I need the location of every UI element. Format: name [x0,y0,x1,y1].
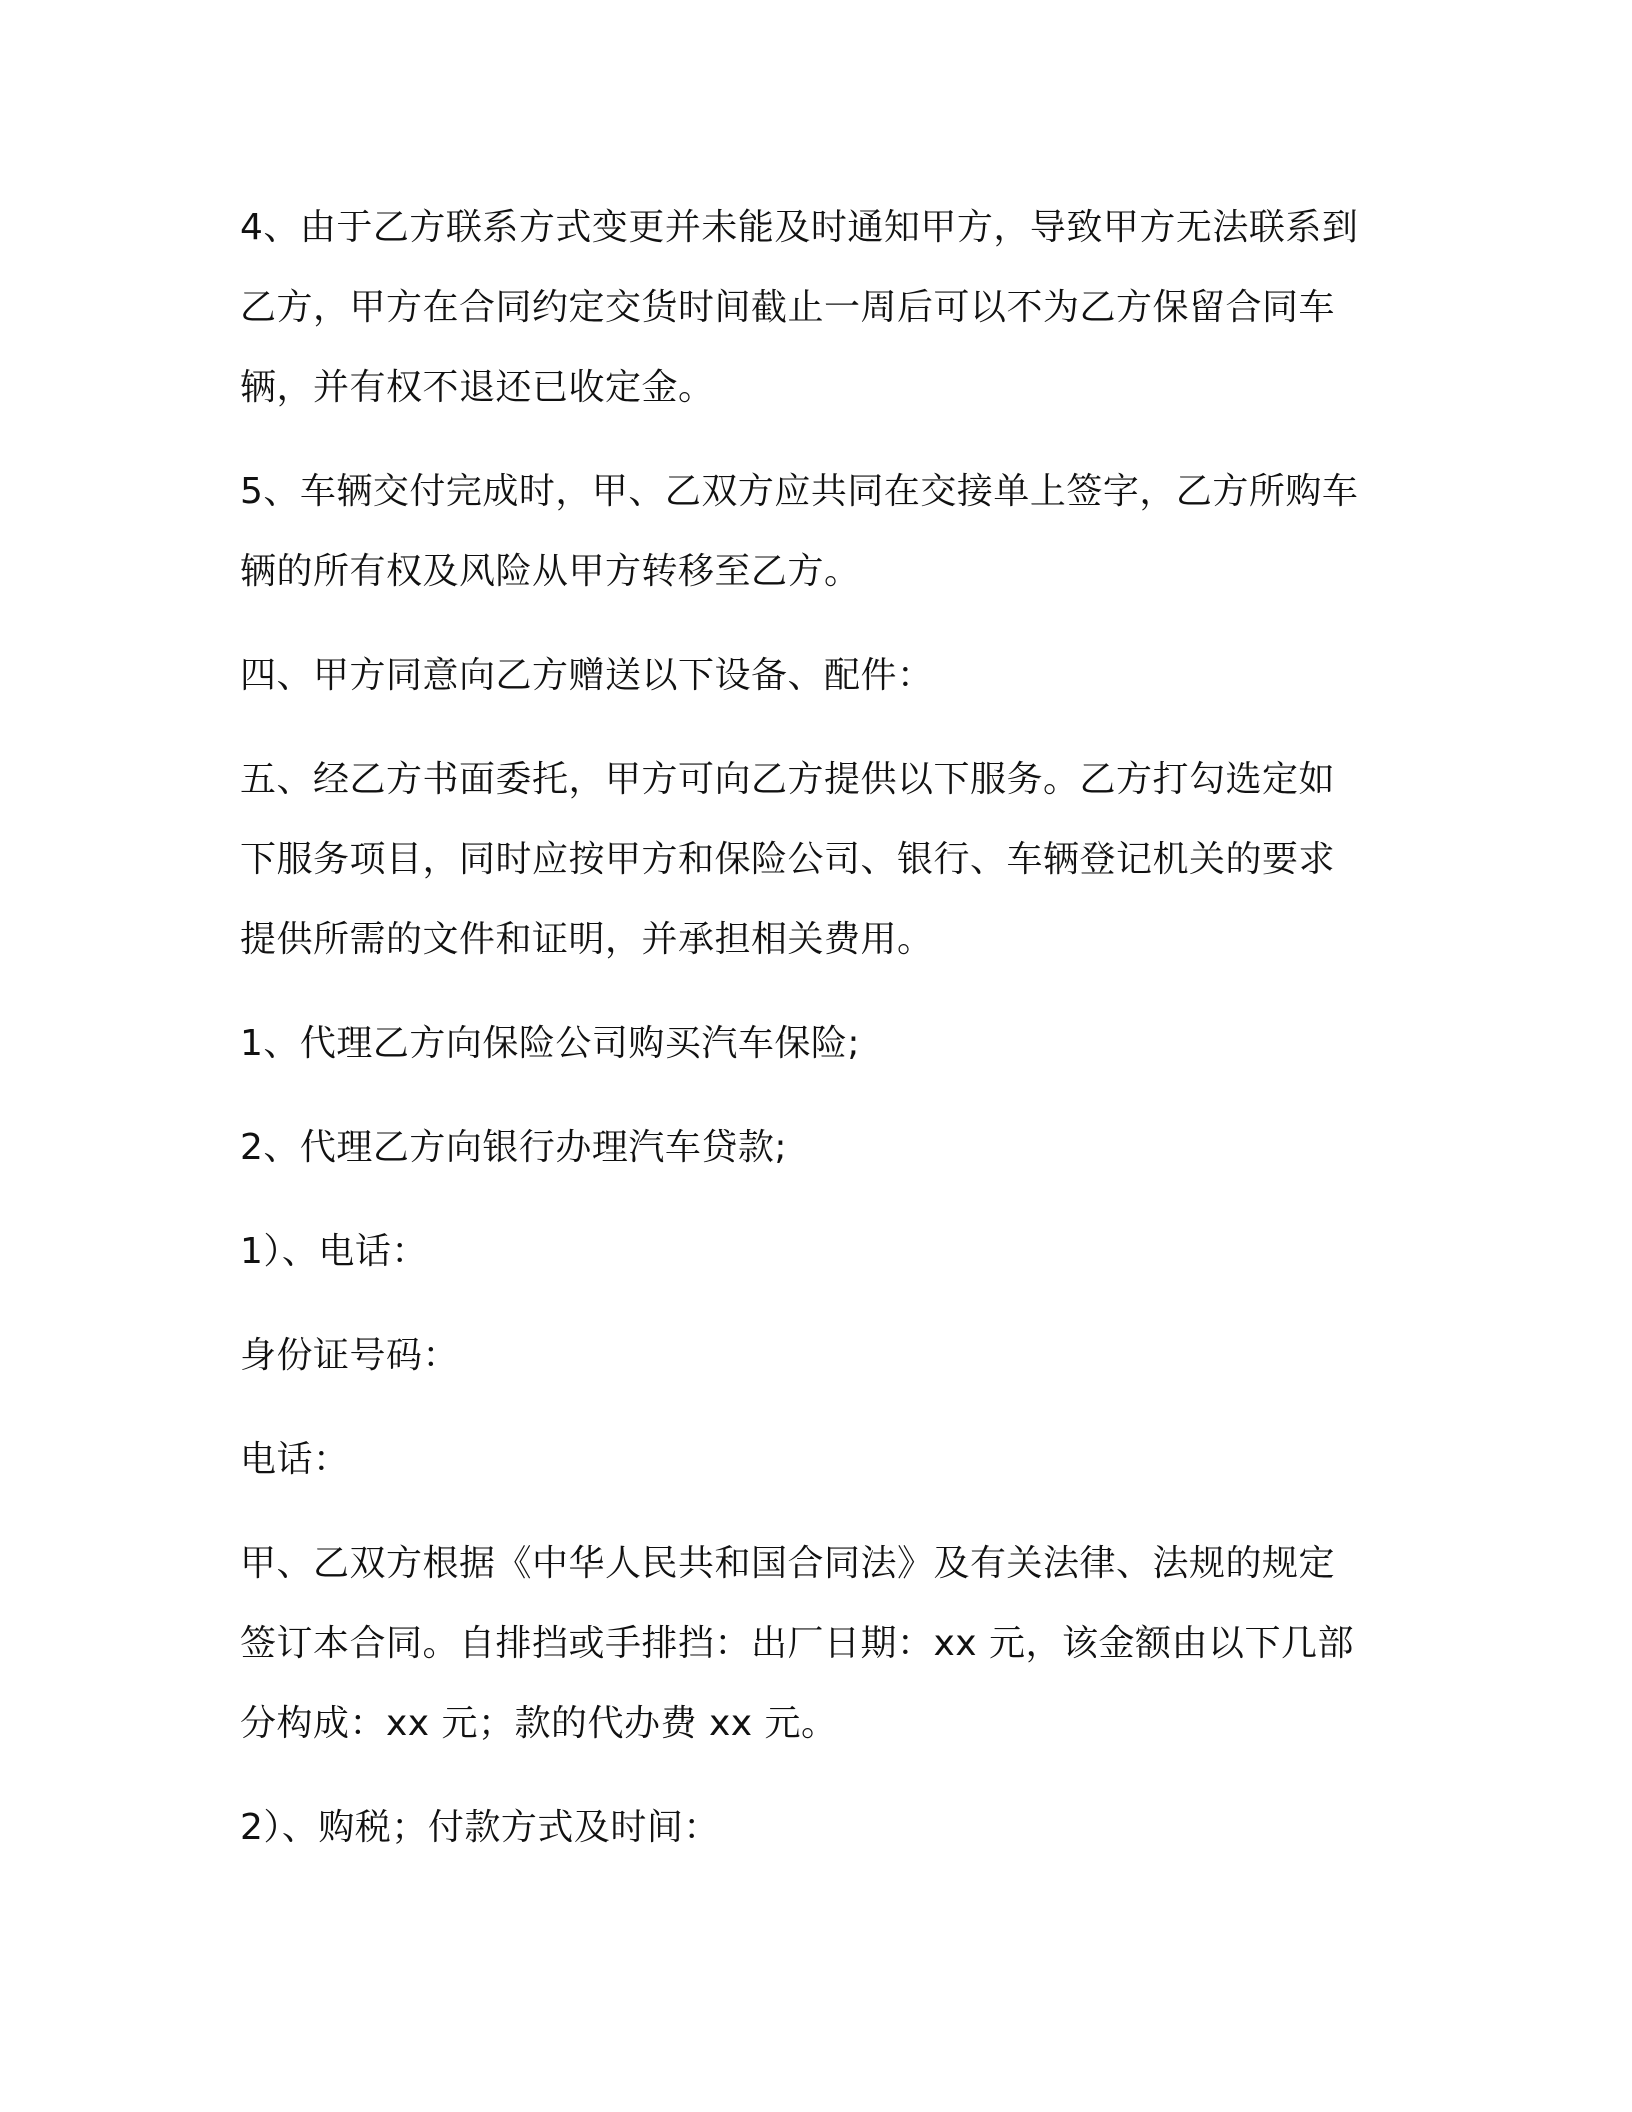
section-four-heading [240,636,1390,716]
phone-label-1 [240,1212,1390,1292]
text-line: 身份证号码： [240,1335,460,1376]
id-number-label [240,1316,1390,1396]
document-body [240,188,1390,1892]
phone-label-2 [240,1420,1390,1500]
text-line: 下服务项目，同时应按甲方和保险公司、银行、车辆登记机关的要求 [240,839,1336,880]
text-line: 1、代理乙方向保险公司购买汽车保险; [240,1023,861,1064]
text-line: 辆的所有权及风险从甲方转移至乙方。 [240,551,861,592]
text-line: 甲、乙双方根据《中华人民共和国合同法》及有关法律、法规的规定 [240,1543,1336,1584]
text-line: 2、代理乙方向银行办理汽车贷款; [240,1127,788,1168]
text-line: 5、车辆交付完成时，甲、乙双方应共同在交接单上签字，乙方所购车 [240,471,1359,512]
text-line: 五、经乙方书面委托，甲方可向乙方提供以下服务。乙方打勾选定如 [240,759,1336,800]
service-item-insurance [240,1004,1390,1084]
text-line: 四、甲方同意向乙方赠送以下设备、配件： [240,655,934,696]
text-line: 电话： [240,1439,350,1480]
service-item-loan [240,1108,1390,1188]
payment-terms-label [240,1788,1390,1868]
text-line: 2）、购税；付款方式及时间： [240,1807,720,1848]
text-line: 4、由于乙方联系方式变更并未能及时通知甲方，导致甲方无法联系到 [240,207,1359,248]
text-line: 1）、电话： [240,1231,428,1272]
paragraph-delivery-contact-clause [240,188,1390,428]
section-five-paragraph [240,740,1390,980]
text-line: 提供所需的文件和证明，并承担相关费用。 [240,919,934,960]
paragraph-handover-clause [240,452,1390,612]
contract-basis-paragraph [240,1524,1390,1764]
text-line: 辆，并有权不退还已收定金。 [240,367,715,408]
text-line: 分构成：xx 元；款的代办费 xx 元。 [240,1703,838,1744]
text-line: 签订本合同。自排挡或手排挡：出厂日期：xx 元，该金额由以下几部 [240,1623,1355,1664]
text-line: 乙方，甲方在合同约定交货时间截止一周后可以不为乙方保留合同车 [240,287,1336,328]
